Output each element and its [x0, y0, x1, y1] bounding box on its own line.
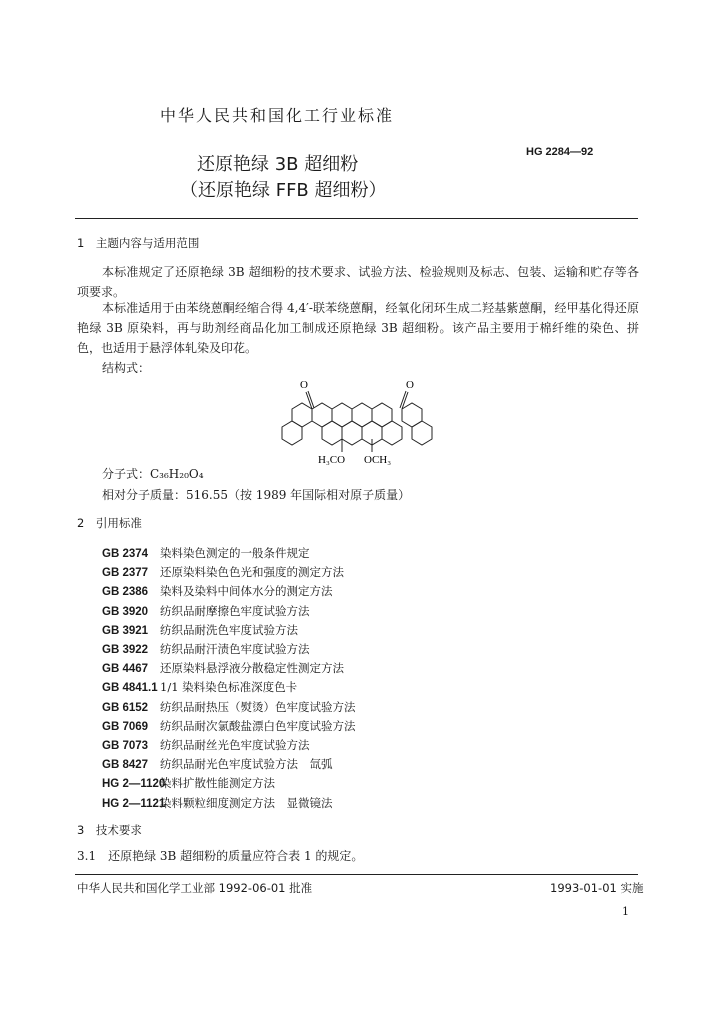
- structure-label: 结构式：: [102, 361, 151, 375]
- approval-note: 中华人民共和国化学工业部 1992-06-01 批准: [77, 881, 313, 895]
- reference-title: 纺织品耐光色牢度试验方法 氙弧: [160, 757, 333, 772]
- issuing-organization: 中华人民共和国化工行业标准: [160, 106, 395, 125]
- methoxy-right-label: OCH₃: [364, 454, 392, 466]
- reference-code: GB 3920: [102, 605, 149, 618]
- oxygen-left-label: O: [300, 379, 308, 391]
- reference-title: 染料染色测定的一般条件规定: [160, 546, 310, 560]
- reference-code: GB 6152: [102, 701, 149, 714]
- reference-code: GB 8427: [102, 759, 149, 772]
- reference-title: 还原染料染色色光和强度的测定方法: [160, 565, 344, 580]
- page-number: 1: [622, 905, 629, 918]
- reference-code: GB 3921: [102, 624, 149, 637]
- reference-title: 纺织品耐摩擦色牢度试验方法: [160, 603, 310, 618]
- reference-code: GB 2374: [102, 548, 149, 560]
- reference-code: GB 2377: [102, 567, 149, 580]
- reference-title: 纺织品耐丝光色牢度试验方法: [160, 738, 310, 752]
- section-2-heading: 2 引用标准: [77, 516, 142, 530]
- reference-title: 染料扩散性能测定方法: [160, 776, 275, 791]
- reference-title: 纺织品耐次氯酸盐漂白色牢度试验方法: [160, 718, 356, 733]
- reference-title: 纺织品耐洗色牢度试验方法: [160, 622, 298, 637]
- section-3-heading: 3 技术要求: [77, 823, 142, 837]
- reference-item: [102, 795, 333, 811]
- reference-title: 1/1 染料染色标准深度色卡: [160, 680, 298, 695]
- document-subtitle: （还原艳绿 FFB 超细粉）: [180, 180, 387, 201]
- reference-code: GB 4841.1: [102, 682, 158, 695]
- reference-item: [102, 775, 275, 791]
- reference-item: [102, 583, 333, 599]
- reference-item: [102, 756, 333, 772]
- section-1-paragraph-2: 本标准适用于由苯绕蒽酮经缩合得 4,4′-联苯绕蒽酮，经氧化闭环生成二羟基紫蒽酮，经甲基化得还原艳绿 3B 原染料，再与助剂经商品化加工制成还原艳绿 3B 超细粉。该产品主要用于棉纤维的染色、拼色，也适用于悬浮体轧染及印花。: [77, 301, 639, 355]
- reference-code: GB 4467: [102, 663, 149, 676]
- reference-item: [102, 660, 344, 676]
- reference-title: 染料及染料中间体水分的测定方法: [160, 584, 333, 599]
- header-rule: [75, 218, 638, 219]
- reference-item: [102, 699, 356, 715]
- section-1-paragraph-1: 本标准规定了还原艳绿 3B 超细粉的技术要求、试验方法、检验规则及标志、包装、运输和贮存等各项要求。: [77, 265, 639, 299]
- reference-item: [102, 737, 310, 753]
- methoxy-left-label: H₃CO: [318, 454, 346, 466]
- section-1-heading: 1 主题内容与适用范围: [77, 236, 200, 250]
- relative-molecular-mass: 相对分子质量：516.55（按 1989 年国际相对原子质量）: [102, 488, 411, 502]
- document-title: 还原艳绿 3B 超细粉: [197, 154, 359, 175]
- reference-title: 纺织品耐汗渍色牢度试验方法: [160, 642, 310, 656]
- reference-item: [102, 622, 298, 638]
- reference-item: [102, 564, 344, 580]
- reference-item: [102, 545, 310, 561]
- reference-title: 还原染料悬浮液分散稳定性测定方法: [160, 661, 344, 676]
- reference-item: [102, 679, 297, 695]
- reference-title: 纺织品耐热压（熨烫）色牢度试验方法: [160, 699, 356, 714]
- reference-item: [102, 641, 310, 657]
- reference-item: [102, 603, 310, 619]
- footer-rule: [75, 874, 638, 875]
- implementation-date: 1993-01-01 实施: [550, 881, 644, 895]
- reference-code: HG 2—1120: [102, 778, 166, 791]
- reference-code: GB 7069: [102, 720, 149, 733]
- structural-formula: [280, 370, 440, 470]
- standard-code: HG 2284—92: [526, 146, 594, 158]
- reference-title: 染料颗粒细度测定方法 显微镜法: [160, 795, 333, 810]
- reference-code: GB 2386: [102, 586, 149, 599]
- reference-code: GB 7073: [102, 740, 149, 752]
- reference-item: [102, 718, 356, 734]
- reference-code: GB 3922: [102, 644, 149, 656]
- oxygen-right-label: O: [406, 379, 414, 391]
- molecular-formula: 分子式：C₃₆H₂₀O₄: [102, 467, 204, 481]
- clause-3-1: 3.1 还原艳绿 3B 超细粉的质量应符合表 1 的规定。: [77, 849, 364, 863]
- reference-code: HG 2—1121: [102, 797, 166, 810]
